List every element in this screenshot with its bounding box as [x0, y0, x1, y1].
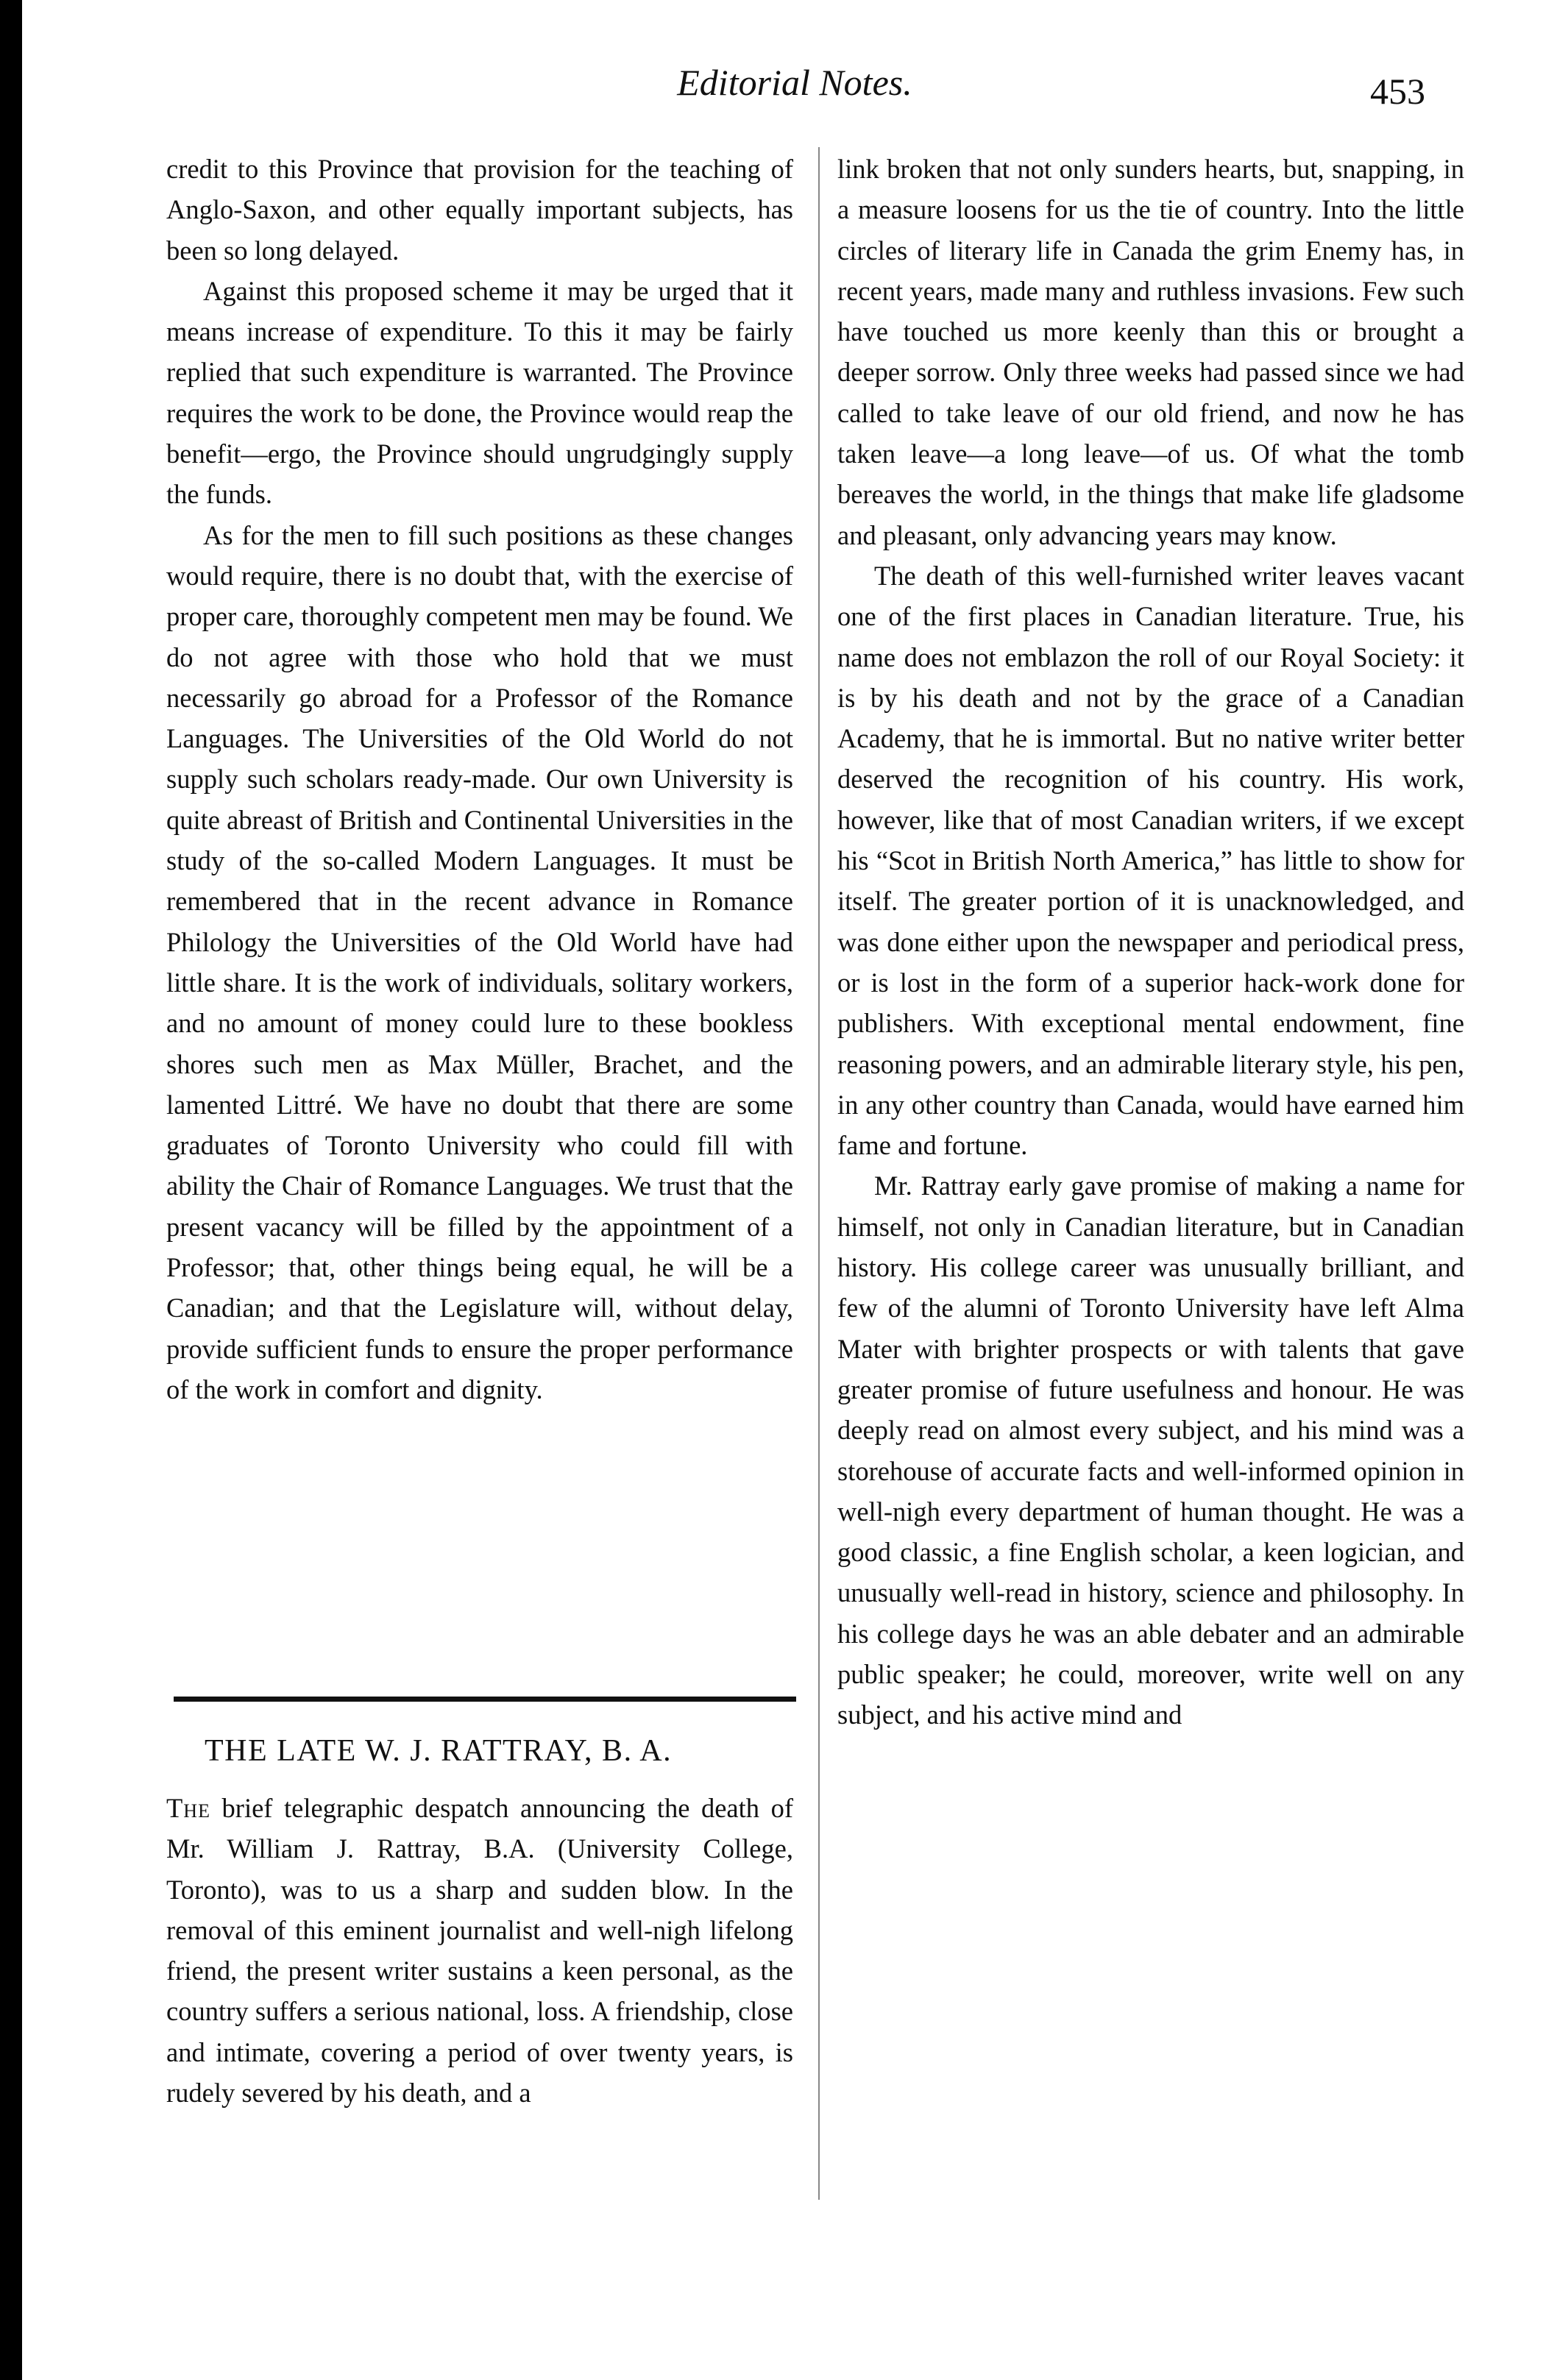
obituary-paragraph-1-text: brief telegraphic despatch announcing the death of Mr. William J. Rattray, B.A. (University College, Toronto), was to us a sharp and sudden blow. In the removal of this eminent journalist and well-nigh lifelong friend, the present writer sustains a keen personal, as the country suffers a serious national, loss. A friendship, close and intimate, covering a period of over twenty years, is rudely severed by his death, and a	[166, 1793, 793, 2109]
section-divider-rule	[174, 1697, 796, 1702]
left-paragraph-3: As for the men to fill such positions as these changes would require, there is no doubt that, with the exercise of proper care, thoroughly competent men may be found. We do not agree with those who hold that we must necessarily go abroad for a Professor of the Romance Languages. The Universities of the Old World do not supply such scholars ready-made. Our own University is quite abreast of British and Continental Universities in the study of the so-called Modern Languages. It must be remembered that in the recent advance in Romance Philology the Universities of the Old World have had little share. It is the work of individuals, solitary workers, and no amount of money could lure to these bookless shores such men as Max Müller, Brachet, and the lamented Littré. We have no doubt that there are some graduates of Toronto University who could fill with ability the Chair of Romance Languages. We trust that the present vacancy will be filled by the appointment of a Professor; that, other things being equal, he will be a Canadian; and that the Legislature will, without delay, provide sufficient funds to ensure the proper performance of the work in comfort and dignity.	[166, 519, 793, 1404]
section-heading: THE LATE W. J. RATTRAY, B. A.	[205, 1734, 673, 1768]
running-header-title: Editorial Notes.	[677, 62, 912, 103]
left-column	[166, 149, 793, 1410]
obituary-paragraph-1	[166, 1788, 793, 2113]
left-paragraph-2: Against this proposed scheme it may be urged that it means increase of expenditure. To this it may be fairly replied that such expenditure is warranted. The Province requires the work to be done, the Province would reap the benefit—ergo, the Province should ungrudgingly supply the funds.	[166, 275, 793, 510]
right-column	[837, 149, 1464, 1736]
page-number: 453	[1370, 71, 1425, 112]
left-paragraph-1: credit to this Province that provision for the teaching of Anglo-Saxon, and other equally important subjects, has been so long delayed.	[166, 154, 793, 266]
right-paragraph-1: link broken that not only sunders hearts, but, snapping, in a measure loosens for us the tie of country. Into the little circles of literary life in Canada the grim Enemy has, in recent years, made many and ruthless invasions. Few such have touched us more keenly than this or brought a deeper sorrow. Only three weeks had passed since we had called to take leave of our old friend, and now he has taken leave—a long leave—of us. Of what the tomb bereaves the world, in the things that make life gladsome and pleasant, only advancing years may know.	[837, 154, 1464, 550]
column-divider	[818, 147, 820, 2200]
page-binding-edge	[0, 0, 22, 2380]
right-paragraph-3: Mr. Rattray early gave promise of making a name for himself, not only in Canadian literature, but in Canadian history. His college career was unusually brilliant, and few of the alumni of Toronto University have left Alma Mater with brighter prospects or with talents that gave greater promise of future usefulness and honour. He was deeply read on almost every subject, and his mind was a storehouse of accurate facts and well-informed opinion in well-nigh every department of human thought. He was a good classic, a fine English scholar, a keen logician, and unusually well-read in history, science and philosophy. In his college days he was an able debater and an admirable public speaker; he could, moreover, write well on any subject, and his active mind and	[837, 1171, 1464, 1730]
obituary-opening	[166, 1788, 793, 2113]
obituary-first-word: The	[166, 1793, 210, 1823]
right-paragraph-2: The death of this well-furnished writer leaves vacant one of the first places in Canadian literature. True, his name does not emblazon the roll of our Royal Society: it is by his death and not by the grace of a Canadian Academy, that he is immortal. But no native writer better deserved the recognition of his country. His work, however, like that of most Canadian writers, if we except his “Scot in British North America,” has little to show for itself. The greater portion of it is unacknowledged, and was done either upon the newspaper and periodical press, or is lost in the form of a superior hack-work done for publishers. With exceptional mental endowment, fine reasoning powers, and an admirable literary style, his pen, in any other country than Canada, would have earned him fame and fortune.	[837, 560, 1464, 1161]
